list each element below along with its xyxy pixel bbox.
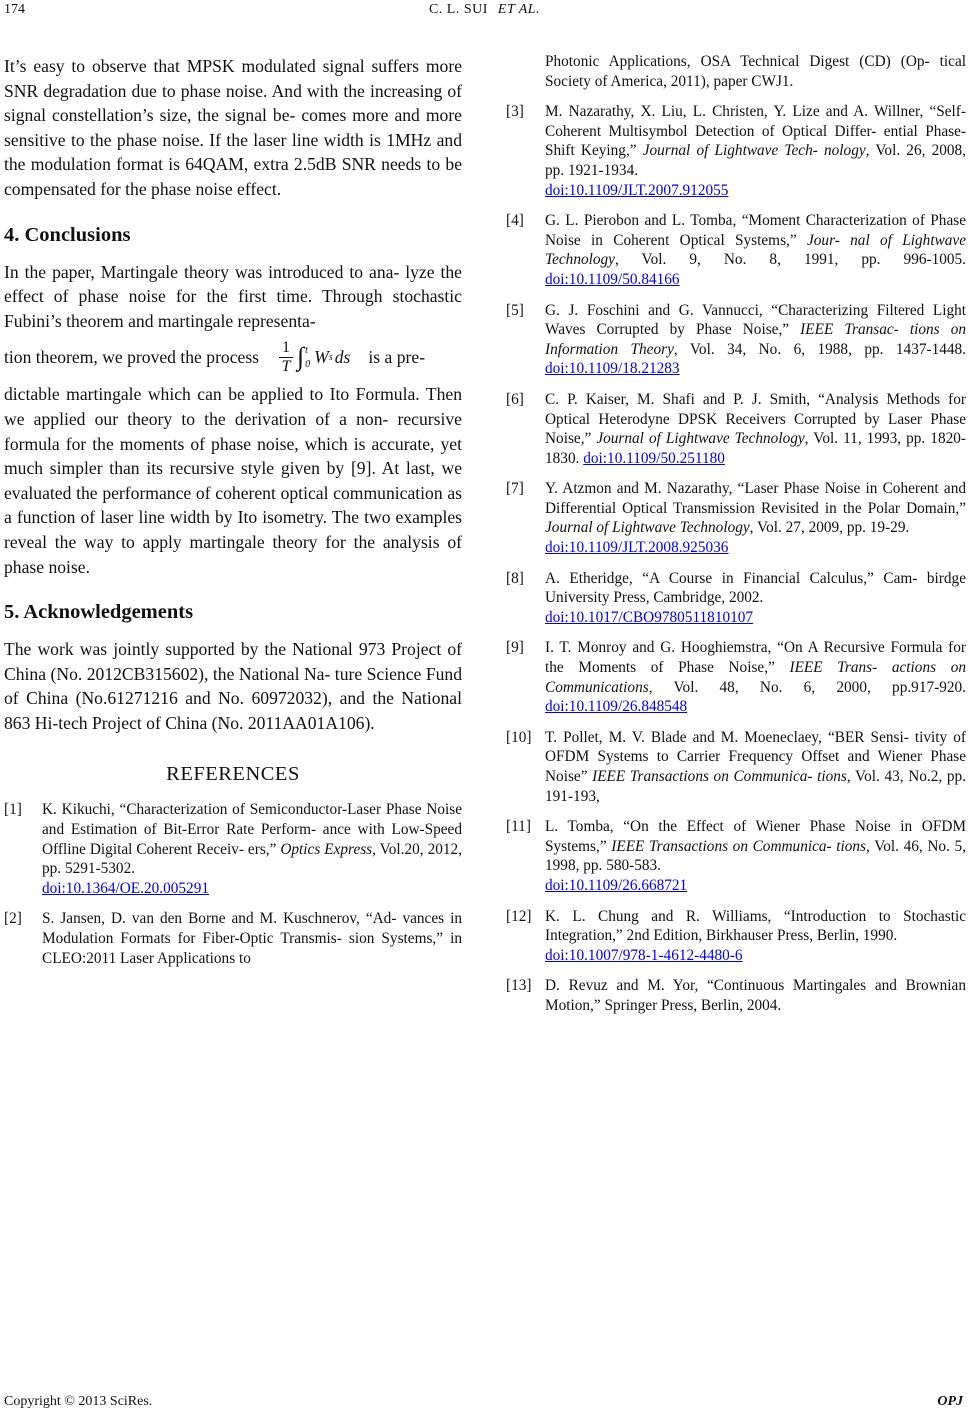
reference-number: [9] — [506, 639, 524, 657]
reference-details: , Vol. 9, No. 8, 1991, pp. 996-1005. — [614, 251, 966, 269]
integral-lower-limit: 0 — [305, 358, 311, 370]
reference-venue: IEEE Transactions on Communica- tions — [592, 768, 847, 785]
reference-body — [545, 907, 966, 966]
doi-link[interactable]: doi:10.1109/50.251180 — [583, 449, 725, 467]
formula-fraction — [279, 339, 293, 376]
formula-line — [4, 339, 462, 376]
doi-link[interactable]: doi:10.1109/50.84166 — [545, 270, 680, 288]
acknowledgements-paragraph: The work was jointly supported by the National 973 Project of China (No. 2012CB315602), the National Na- ture Science Fund of China (No.61271216 and No. 60972032), and the National 863 Hi-tech Project of China (No. 2011AA01A106). — [4, 639, 462, 733]
reference-text: G. L. Pierobon and L. Tomba, “Moment Characterization of Phase Noise in Coherent Optical Systems,” — [545, 212, 966, 249]
integral-upper-limit: t — [305, 344, 308, 356]
reference-text: K. Kikuchi, “Characterization of Semiconductor-Laser Phase Noise and Estimation of Bit-Error Rate Perform- ance with Low-Speed Offline Digital Coherent Receiv- ers,” — [42, 801, 462, 858]
running-head-et-al: ET AL. — [497, 2, 541, 17]
reference-item — [506, 817, 966, 895]
reference-body — [42, 909, 462, 968]
reference-item — [506, 569, 966, 628]
reference-item — [506, 728, 966, 806]
reference-venue: Optics Express — [280, 840, 373, 858]
reference-text: S. Jansen, D. van den Borne and M. Kuschnerov, “Ad- vances in Modulation Formats for Fiber-Optic Transmis- sion Systems,” in CLEO:2011 Laser Applications to — [42, 910, 462, 967]
intro-paragraph: It’s easy to observe that MPSK modulated signal suffers more SNR degradation due to phase noise. And with the increasing of signal constellation’s size, the signal be- comes more and more sensitive to the phase noise. If the laser line width is 1MHz and the modulation format is 64QAM, extra 2.5dB SNR needs to be compensated for the phase noise effect. — [4, 56, 462, 199]
reference-number: [11] — [506, 818, 531, 836]
differential: ds — [334, 347, 351, 368]
references-list-left — [4, 800, 462, 968]
reference-details: , Vol. 43, No.2, pp. 191-193, — [545, 768, 966, 805]
reference-body — [545, 479, 966, 557]
running-head-authors: C. L. SUI — [428, 2, 488, 17]
reference-item — [506, 907, 966, 966]
reference-venue: Journal of Lightwave Technology — [545, 519, 750, 537]
reference-number: [4] — [506, 212, 524, 230]
doi-link[interactable]: doi:10.1109/26.848548 — [545, 698, 688, 716]
reference-item — [506, 301, 966, 379]
reference-text: G. J. Foschini and G. Vannucci, “Characterizing Filtered Light Waves Corrupted by Phase Noise,” — [545, 301, 966, 339]
doi-link[interactable]: doi:10.1007/978-1-4612-4480-6 — [545, 946, 743, 964]
reference-body — [545, 52, 966, 91]
reference-text: Y. Atzmon and M. Nazarathy, “Laser Phase Noise in Coherent and Differential Optical Transmission Revisited in the Polar Domain,” — [545, 480, 966, 517]
reference-text: D. Revuz and M. Yor, “Continuous Martingales and Brownian Motion,” Springer Press, Berlin, 2004. — [545, 977, 966, 1014]
formula-denominator: T — [281, 358, 291, 376]
reference-details: , Vol. 46, No. 5, 1998, pp. 580-583. — [545, 837, 966, 875]
reference-item — [506, 976, 966, 1015]
reference-number: [3] — [506, 103, 524, 121]
conclusions-paragraph-2: dictable martingale which can be applied to Ito Formula. Then we applied our theory to the derivation of a non- recursive formula for the moments of phase noise, which is accurate, yet much simpler than its recursive style given by [9]. At last, we evaluated the performance of coherent optical communication as a function of laser line width by Ito isometry. The two examples reveal the way to apply martingale theory for the analysis of phase noise. — [4, 384, 462, 577]
reference-details: , Vol.20, 2012, pp. 5291-5302. — [42, 840, 462, 878]
reference-body — [545, 976, 966, 1015]
integral-limits — [305, 344, 310, 372]
reference-number: [1] — [4, 801, 22, 819]
reference-body — [545, 728, 966, 806]
reference-body — [545, 102, 966, 200]
reference-text: A. Etheridge, “A Course in Financial Calculus,” Cam- birdge University Press, Cambridge, 2002. — [545, 569, 966, 607]
reference-text: K. L. Chung and R. Williams, “Introduction to Stochastic Integration,” 2nd Edition, Birkhauser Press, Berlin, 1990. — [545, 907, 966, 945]
references-list-right — [506, 52, 966, 1016]
page-number: 174 — [4, 2, 25, 17]
running-head — [0, 2, 969, 18]
reference-item — [506, 638, 966, 716]
doi-link[interactable]: doi:10.1364/OE.20.005291 — [42, 879, 209, 897]
reference-venue: IEEE Transactions on Communica- tions — [611, 837, 867, 855]
reference-body — [545, 638, 966, 716]
references-title: REFERENCES — [166, 763, 300, 786]
reference-item — [506, 211, 966, 289]
page-header — [0, 0, 969, 24]
reference-text: L. Tomba, “On the Effect of Wiener Phase Noise in OFDM Systems,” — [545, 818, 966, 855]
reference-details: , Vol. 11, 1993, pp. 1820-1830. — [545, 430, 966, 467]
reference-body — [42, 800, 462, 898]
reference-body — [545, 301, 966, 379]
reference-number: [10] — [506, 728, 532, 746]
formula-numerator: 1 — [279, 339, 293, 358]
reference-details: , Vol. 34, No. 6, 1988, pp. 1437-1448. — [673, 340, 966, 358]
reference-details: , Vol. 27, 2009, pp. 19-29. — [749, 519, 910, 537]
conclusions-paragraph-1: In the paper, Martingale theory was introduced to ana- lyze the effect of phase noise for the first time. Through stochastic Fubini’s theorem and martingale representa- — [4, 261, 462, 331]
reference-text: C. P. Kaiser, M. Shafi and P. J. Smith, “Analysis Methods for Optical Heterodyne DPSK Receivers Corrupted by Laser Phase Noise,” — [545, 390, 966, 448]
copyright-notice: Copyright © 2013 SciRes. — [4, 1394, 153, 1409]
reference-venue: Journal of Lightwave Tech- nology — [642, 142, 866, 160]
reference-details: , Vol. 26, 2008, pp. 1921-1934. — [545, 142, 967, 179]
integral-sign: ∫ — [297, 341, 305, 371]
left-column — [4, 54, 462, 979]
conclusions-heading: 4. Conclusions — [4, 223, 131, 246]
reference-text: M. Nazarathy, X. Liu, L. Christen, Y. Lize and A. Willner, “Self-Coherent Multisymbol Detection of Optical Differ- ential Phase-Shift Keying,” — [545, 103, 966, 160]
reference-text: T. Pollet, M. V. Blade and M. Moeneclaey, “BER Sensi- tivity of OFDM Systems to Carrier Frequency Offset and Wiener Phase Noise” — [545, 728, 966, 785]
integral-formula — [279, 339, 350, 376]
right-column — [506, 52, 966, 1027]
formula-prefix: tion theorem, we proved the process — [4, 347, 260, 368]
reference-number: [13] — [506, 977, 532, 995]
reference-text: I. T. Monroy and G. Hooghiemstra, “On A Recursive Formula for the Moments of Phase Noise,” — [545, 639, 966, 677]
reference-details: , Vol. 48, No. 6, 2000, pp.917-920. — [648, 678, 966, 696]
reference-number: [5] — [506, 301, 524, 319]
reference-venue: IEEE Trans- actions on Communications — [545, 659, 966, 696]
reference-number: [2] — [4, 910, 22, 928]
acknowledgements-heading: 5. Acknowledgements — [4, 601, 194, 624]
reference-venue: Jour- nal of Lightwave Technology — [545, 231, 966, 269]
reference-number: [12] — [506, 907, 532, 925]
journal-abbrev: OPJ — [937, 1394, 963, 1409]
reference-body — [545, 569, 966, 628]
doi-link[interactable]: doi:10.1017/CBO9780511810107 — [545, 608, 754, 626]
reference-item — [506, 102, 966, 200]
formula-suffix: is a pre- — [368, 347, 426, 368]
reference-venue: IEEE Transac- tions on Information Theory — [545, 321, 966, 358]
reference-item — [506, 52, 966, 91]
reference-text: Photonic Applications, OSA Technical Digest (CD) (Op- tical Society of America, 2011), paper CWJ1. — [545, 53, 966, 90]
reference-body — [545, 817, 966, 895]
integrand: W — [314, 347, 329, 368]
doi-link[interactable]: doi:10.1109/JLT.2007.912055 — [545, 181, 729, 199]
reference-number — [506, 52, 545, 91]
reference-item — [4, 909, 462, 968]
reference-body — [545, 390, 966, 468]
reference-venue: Journal of Lightwave Technology — [596, 430, 805, 448]
reference-number: [7] — [506, 480, 524, 498]
integrand-subscript: s — [328, 352, 333, 364]
reference-body — [545, 211, 966, 289]
reference-item — [506, 390, 966, 468]
reference-item — [4, 800, 462, 898]
doi-link[interactable]: doi:10.1109/18.21283 — [545, 360, 680, 378]
reference-item — [506, 479, 966, 557]
reference-number: [6] — [506, 390, 524, 408]
doi-link[interactable]: doi:10.1109/26.668721 — [545, 876, 688, 894]
doi-link[interactable]: doi:10.1109/JLT.2008.925036 — [545, 539, 729, 557]
reference-number: [8] — [506, 569, 524, 587]
